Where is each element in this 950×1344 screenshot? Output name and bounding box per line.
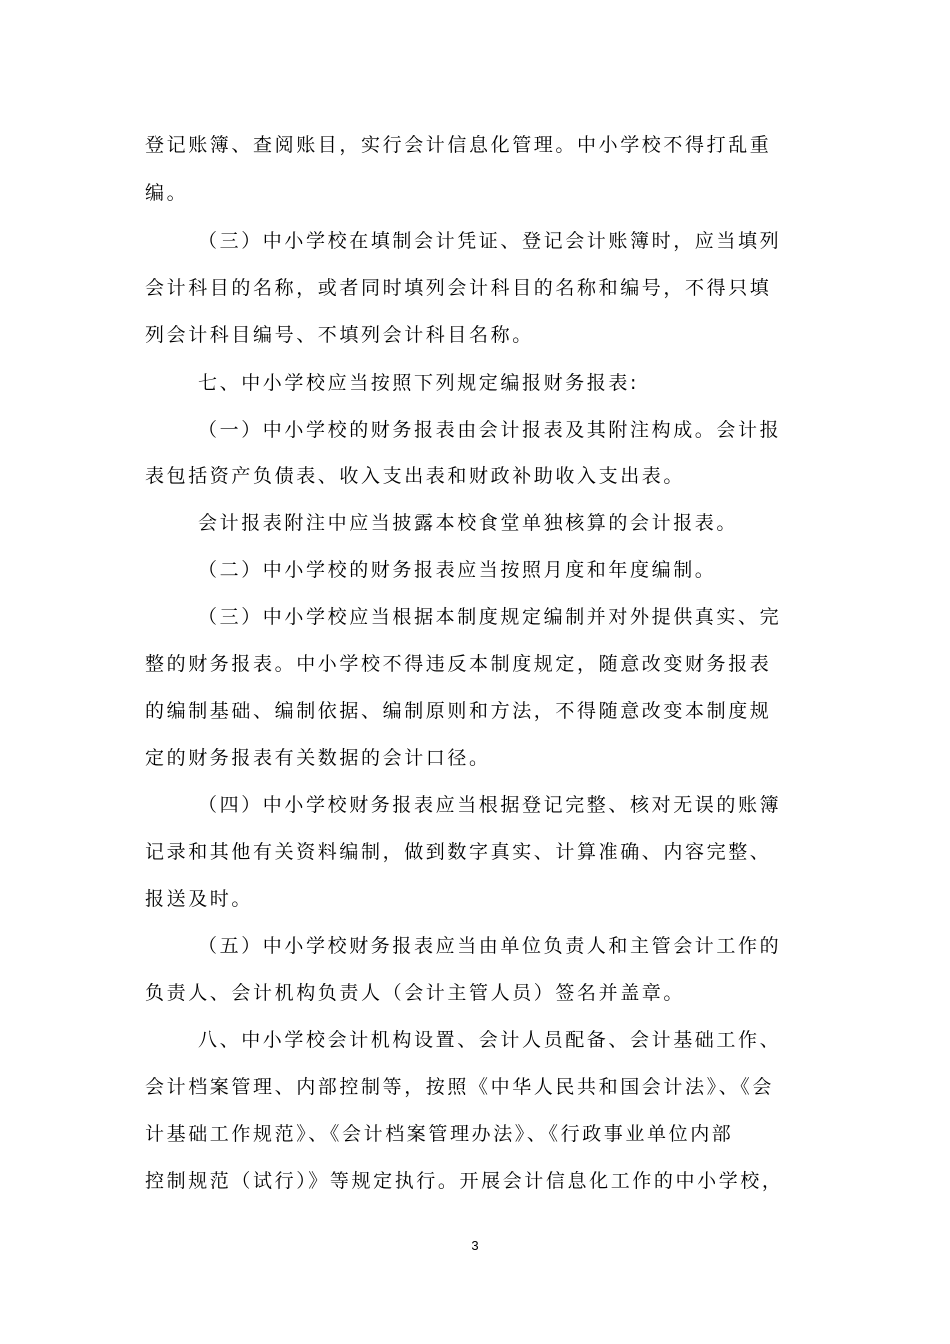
text-line: 整的财务报表。中小学校不得违反本制度规定，随意改变财务报表 [145, 653, 772, 675]
text-line: （二）中小学校的财务报表应当按照月度和年度编制。 [198, 559, 717, 581]
text-line: 计基础工作规范》、《会计档案管理办法》、《行政事业单位内部 [145, 1123, 734, 1145]
text-line: 报送及时。 [145, 888, 254, 910]
text-line: （五）中小学校财务报表应当由单位负责人和主管会计工作的 [198, 935, 782, 957]
text-line: （三）中小学校应当根据本制度规定编制并对外提供真实、完 [198, 606, 782, 628]
text-line: 负责人、会计机构负责人（会计主管人员）签名并盖章。 [145, 982, 686, 1004]
text-line: （四）中小学校财务报表应当根据登记完整、核对无误的账簿 [198, 794, 782, 816]
text-line: 会计科目的名称，或者同时填列会计科目的名称和编号，不得只填 [145, 277, 772, 299]
text-line: 表包括资产负债表、收入支出表和财政补助收入支出表。 [145, 465, 686, 487]
text-line: 记录和其他有关资料编制，做到数字真实、计算准确、内容完整、 [145, 841, 772, 863]
text-line: 八、中小学校会计机构设置、会计人员配备、会计基础工作、 [198, 1029, 782, 1051]
text-line: 会计档案管理、内部控制等，按照《中华人民共和国会计法》、《会 [145, 1076, 775, 1098]
text-line: 登记账簿、查阅账目，实行会计信息化管理。中小学校不得打乱重 [145, 134, 772, 156]
text-line: 编。 [145, 182, 189, 204]
text-line: 列会计科目编号、不填列会计科目名称。 [145, 324, 534, 346]
text-line: 七、中小学校应当按照下列规定编报财务报表: [198, 372, 640, 394]
text-line: 定的财务报表有关数据的会计口径。 [145, 747, 491, 769]
text-line: （三）中小学校在填制会计凭证、登记会计账簿时，应当填列 [198, 230, 782, 252]
text-line: 控制规范（试行）》等规定执行。开展会计信息化工作的中小学校， [145, 1170, 784, 1192]
page-number: 3 [471, 1238, 479, 1253]
text-line: 会计报表附注中应当披露本校食堂单独核算的会计报表。 [198, 512, 739, 534]
text-line: （一）中小学校的财务报表由会计报表及其附注构成。会计报 [198, 419, 782, 441]
text-line: 的编制基础、编制依据、编制原则和方法，不得随意改变本制度规 [145, 700, 772, 722]
